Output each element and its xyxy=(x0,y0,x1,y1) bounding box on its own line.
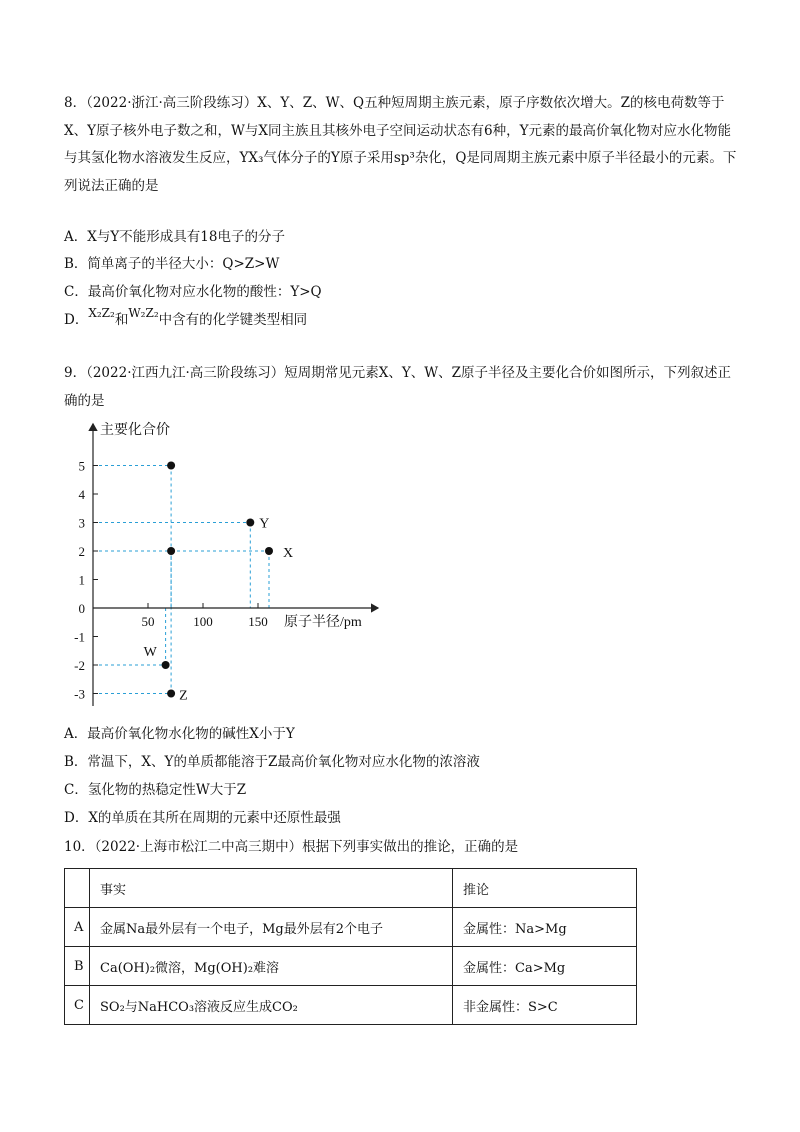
q9-option-a: A．最高价氧化物水化物的碱性X小于Y xyxy=(64,726,295,742)
row-fact: Ca(OH)₂微溶，Mg(OH)₂难溶 xyxy=(90,947,453,986)
row-inference: 金属性：Ca>Mg xyxy=(453,947,637,986)
q9-stem: 9．（2022·江西九江·高三阶段练习）短周期常见元素X、Y、W、Z原子半径及主要化合价如图所示，下列叙述正确的是 xyxy=(64,365,732,409)
y-tick-label: -1 xyxy=(74,629,85,645)
table-row xyxy=(65,947,637,986)
q10-stem: 10．（2022·上海市松江二中高三期中）根据下列事实做出的推论，正确的是 xyxy=(64,839,519,855)
y-tick-label: 5 xyxy=(78,458,85,474)
q8-option-c: C．最高价氧化物对应水化物的酸性：Y>Q xyxy=(64,284,322,300)
data-point xyxy=(265,547,273,555)
y-tick-label: 1 xyxy=(78,572,85,588)
q8-option-d xyxy=(64,308,307,328)
table-row xyxy=(65,908,637,947)
row-inference: 金属性：Na>Mg xyxy=(453,908,637,947)
row-inference: 非金属性：S>C xyxy=(453,986,637,1025)
y-tick-label: -2 xyxy=(74,658,85,673)
data-point xyxy=(167,547,175,555)
q9-option-d: D．X的单质在其所在周期的元素中还原性最强 xyxy=(64,810,341,826)
q8-option-d-suffix: 中含有的化学键类型相同 xyxy=(158,312,308,328)
y-tick-label: 2 xyxy=(78,544,85,559)
x-tick-label: 150 xyxy=(248,614,268,629)
data-point xyxy=(246,519,254,527)
table-header-row xyxy=(65,869,637,908)
valence-radius-chart xyxy=(60,418,400,718)
row-fact: SO₂与NaHCO₃溶液反应生成CO₂ xyxy=(90,986,453,1025)
q8-option-d-prefix: D． xyxy=(64,312,89,328)
table-row xyxy=(65,986,637,1025)
formula-w2z2: W₂Z₂ xyxy=(128,306,159,320)
point-label: Y xyxy=(259,516,270,532)
y-tick-label: 4 xyxy=(78,487,85,502)
point-label: W xyxy=(143,645,157,660)
q8-stem: 8．（2022·浙江·高三阶段练习）X、Y、Z、W、Q五种短周期主族元素，原子序数依次增大。Z的核电荷数等于X、Y原子核外电子数之和，W与X同主族且其核外电子空间运动状态有6种，Y元素的最高价氧化物对应水化物能与其氢化物水溶液发生反应，YX₃气体分子的Y原子采用sp³杂化，Q是同周期主族元素中原子半径最小的元素。下列说法正确的是 xyxy=(64,95,737,194)
data-point xyxy=(167,690,175,698)
x-tick-label: 100 xyxy=(193,614,213,629)
q8-option-b: B．简单离子的半径大小：Q>Z>W xyxy=(64,256,280,272)
data-point xyxy=(162,661,170,669)
y-tick-label: 0 xyxy=(78,601,85,616)
formula-x2z2: X₂Z₂ xyxy=(88,306,115,320)
point-label: Z xyxy=(179,688,188,704)
q8-option-d-and: 和 xyxy=(114,312,129,328)
y-tick-label: 3 xyxy=(78,515,85,531)
header-cell-inference: 推论 xyxy=(453,869,637,908)
data-point xyxy=(167,462,175,470)
row-key: B xyxy=(65,947,90,986)
q8-option-a: A．X与Y不能形成具有18电子的分子 xyxy=(64,229,285,245)
header-cell-key xyxy=(65,869,90,908)
y-axis-label: 主要化合价 xyxy=(100,423,170,438)
x-tick-label: 50 xyxy=(141,614,155,629)
q9-option-c: C．氢化物的热稳定性W大于Z xyxy=(64,782,247,798)
y-tick-label: -3 xyxy=(74,686,85,702)
q9-option-b: B．常温下，X、Y的单质都能溶于Z最高价氧化物对应水化物的浓溶液 xyxy=(64,754,480,770)
x-axis-label: 原子半径/pm xyxy=(284,615,362,630)
row-key: A xyxy=(65,908,90,947)
point-label: X xyxy=(283,546,294,561)
q10-table xyxy=(64,868,637,1025)
header-cell-fact: 事实 xyxy=(90,869,453,908)
row-fact: 金属Na最外层有一个电子，Mg最外层有2个电子 xyxy=(90,908,453,947)
row-key: C xyxy=(65,986,90,1025)
